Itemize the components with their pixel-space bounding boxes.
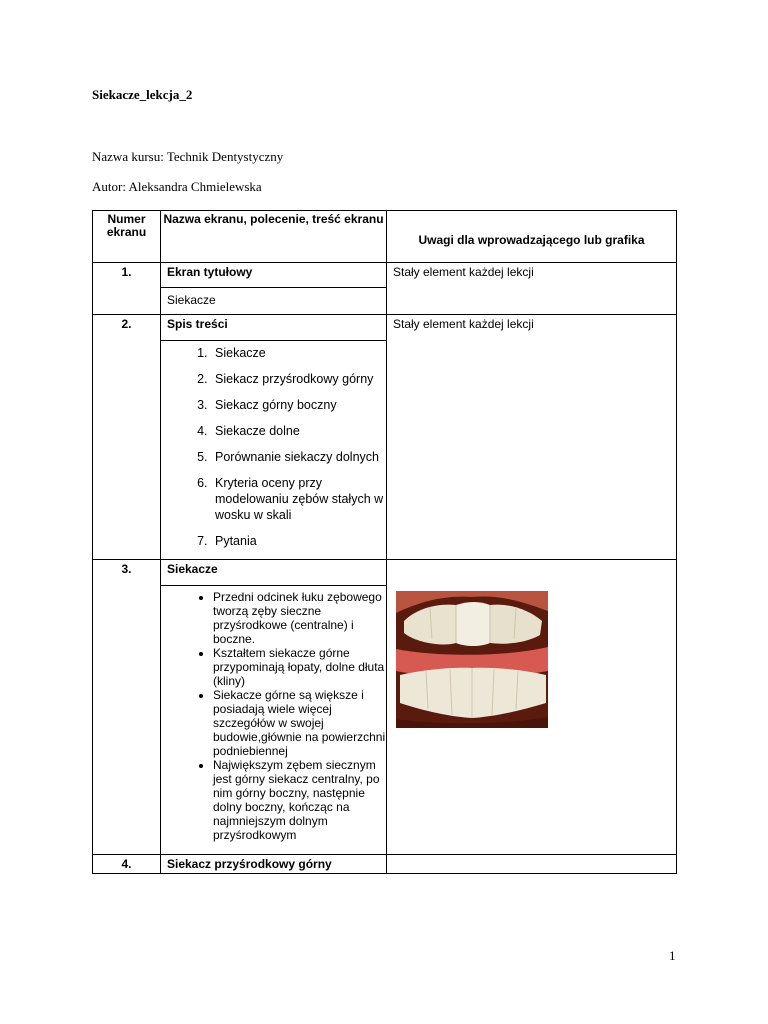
- bullet-item: • Przedni odcinek łuku zębowego tworzą zęby sieczne przyśrodkowe (centralne) i boczne.: [213, 590, 386, 646]
- author-name: Autor: Aleksandra Chmielewska: [92, 179, 262, 194]
- screen-note: [387, 855, 677, 874]
- toc-item: 7. Pytania: [211, 533, 386, 549]
- teeth-photo: [396, 591, 548, 728]
- header-screen-name: Nazwa ekranu, polecenie, treść ekranu: [161, 211, 387, 263]
- bullet-list: [161, 590, 386, 854]
- header-screen-number: Numer ekranu: [93, 211, 161, 263]
- toc-item: 4. Siekacze dolne: [211, 423, 386, 439]
- table-row: [93, 315, 677, 341]
- toc-item: 5. Porównanie siekaczy dolnych: [211, 449, 386, 465]
- toc-item: 6. Kryteria oceny przy modelowaniu zębów stałych w wosku w skali: [211, 475, 386, 523]
- header-notes: Uwagi dla wprowadzającego lub grafika: [387, 211, 677, 263]
- table-row: [93, 560, 677, 586]
- screen-number: 4.: [93, 855, 161, 874]
- toc-item: 3. Siekacz górny boczny: [211, 397, 386, 413]
- screen-number: 1.: [93, 263, 161, 315]
- screen-content: [161, 586, 387, 855]
- page-number: 1: [669, 948, 676, 963]
- screen-label: Ekran tytułowy: [161, 263, 387, 288]
- toc-item: 2. Siekacz przyśrodkowy górny: [211, 371, 386, 387]
- bullet-item: • Największym zębem siecznym jest górny siekacz centralny, po nim górny boczny, następnie dolny boczny, kończąc na najmniejszym dolnym przyśrodkowym: [213, 758, 386, 842]
- screen-number: 3.: [93, 560, 161, 855]
- toc-list: [161, 345, 386, 549]
- document-title: Siekacze_lekcja_2: [92, 87, 193, 102]
- table-header-row: [93, 211, 677, 263]
- screen-content: Siekacze: [161, 288, 387, 315]
- course-name: Nazwa kursu: Technik Dentystyczny: [92, 149, 284, 164]
- screen-note-image: [387, 560, 677, 855]
- table-of-contents: [161, 341, 387, 560]
- screen-number: 2.: [93, 315, 161, 560]
- screen-label: Siekacze: [161, 560, 387, 586]
- screen-note: Stały element każdej lekcji: [387, 315, 677, 560]
- screen-note: Stały element każdej lekcji: [387, 263, 677, 315]
- bullet-item: • Siekacze górne są większe i posiadają wiele więcej szczegółów w swojej budowie,głównie na powierzchni podniebiennej: [213, 688, 386, 758]
- toc-item: 1. Siekacze: [211, 345, 386, 361]
- table-row: [93, 263, 677, 288]
- screen-label: Spis treści: [161, 315, 387, 341]
- bullet-item: • Kształtem siekacze górne przypominają łopaty, dolne dłuta (kliny): [213, 646, 386, 688]
- table-row: [93, 855, 677, 874]
- screen-label: Siekacz przyśrodkowy górny: [161, 855, 387, 874]
- lesson-table: [92, 210, 677, 874]
